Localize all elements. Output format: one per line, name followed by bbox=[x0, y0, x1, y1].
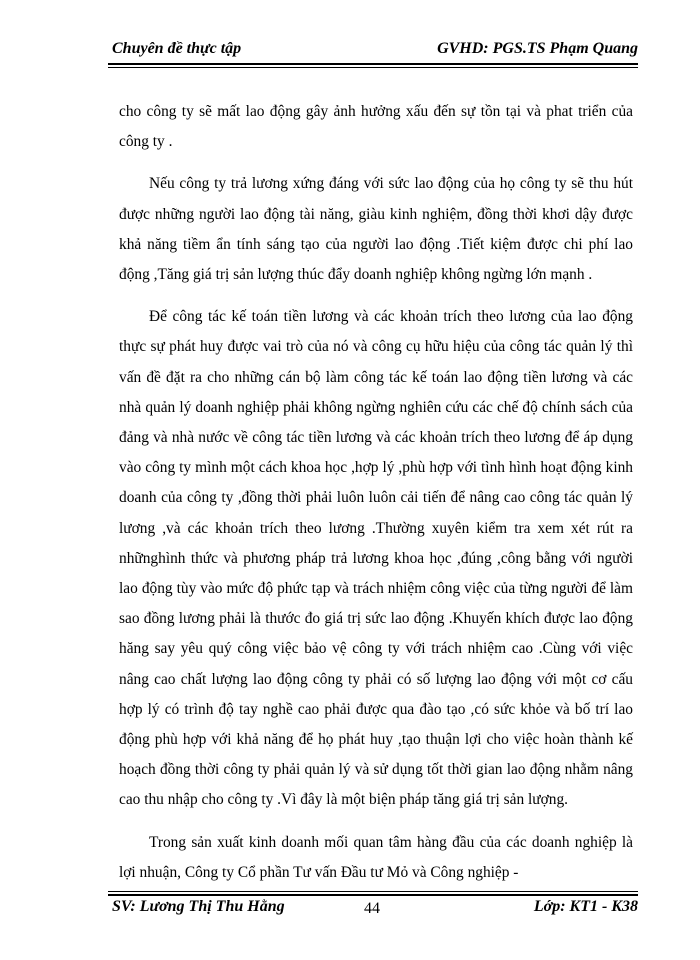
paragraph-2: Nếu công ty trả lương xứng đáng với sức lao động của họ công ty sẽ thu hút được những người lao động tài năng, giàu kinh nghiệm, đồng thời khơi dậy được khả năng tiềm ẩn tính sáng tạo của người lao động .Tiết kiệm được chi phí lao động ,Tăng giá trị sản lượng thúc đẩy doanh nghiệp không ngừng lớn mạnh . bbox=[119, 175, 633, 284]
paragraph-4: Trong sản xuất kinh doanh mối quan tâm hàng đầu của các doanh nghiệp là lợi nhuận, Công ty Cổ phần Tư vấn Đầu tư Mỏ và Công nghiệp - bbox=[119, 833, 633, 881]
header-advisor: GVHD: PGS.TS Phạm Quang bbox=[437, 40, 638, 57]
footer-rule bbox=[108, 891, 638, 896]
body-text bbox=[119, 97, 633, 900]
footer-student: SV: Lương Thị Thu Hằng bbox=[112, 898, 285, 915]
header-rule bbox=[108, 63, 638, 68]
paragraph-1: cho công ty sẽ mất lao động gây ảnh hưởng xấu đến sự tồn tại và phat triển của công ty . bbox=[119, 103, 633, 151]
paragraph-3: Để công tác kế toán tiền lương và các khoản trích theo lương của lao động thực sự phát huy được vai trò của nó và công cụ hữu hiệu của công tác quản lý thì vấn đề đặt ra cho những cán bộ làm công tác kế toán lao động tiền lương và các nhà quản lý doanh nghiệp phải không ngừng nghiên cứu các chế độ chính sách của đảng và nhà nước về công tác tiền lương và các khoản trích theo lương để áp dụng vào công ty mình một cách khoa học ,hợp lý ,phù hợp với tình hình hoạt động kinh doanh của công ty ,đồng thời phải luôn luôn cải tiến để nâng cao công tác quản lý lương ,và các khoản trích theo lương .Thường xuyên kiểm tra xem xét rút ra nhữnghình thức và phương pháp trả lương khoa học ,đúng ,công bằng với người lao động tùy vào mức độ phức tạp và trách nhiệm công việc của từng người để làm sao đồng lương phải là thước đo giá trị sức lao động .Khuyến khích được lao động hăng say yêu quý công việc bảo vệ công ty với trách nhiệm cao .Cùng với việc nâng cao chất lượng lao động công ty phải có số lượng lao động với một cơ cấu hợp lý có trình độ tay nghề cao phải được qua đào tạo ,có sức khỏe và bố trí lao động phù hợp với khả năng để họ phát huy ,tạo thuận lợi cho việc hoàn thành kế hoạch đồng thời công ty phải quản lý và sử dụng tốt thời gian lao động nhằm nâng cao thu nhập cho công ty .Vì đây là một biện pháp tăng giá trị sản lượng. bbox=[119, 308, 633, 809]
page-header bbox=[108, 40, 638, 64]
page-footer bbox=[108, 898, 638, 922]
page-number: 44 bbox=[364, 900, 380, 917]
header-subject: Chuyên đề thực tập bbox=[112, 40, 242, 57]
footer-class: Lớp: KT1 - K38 bbox=[533, 898, 638, 915]
